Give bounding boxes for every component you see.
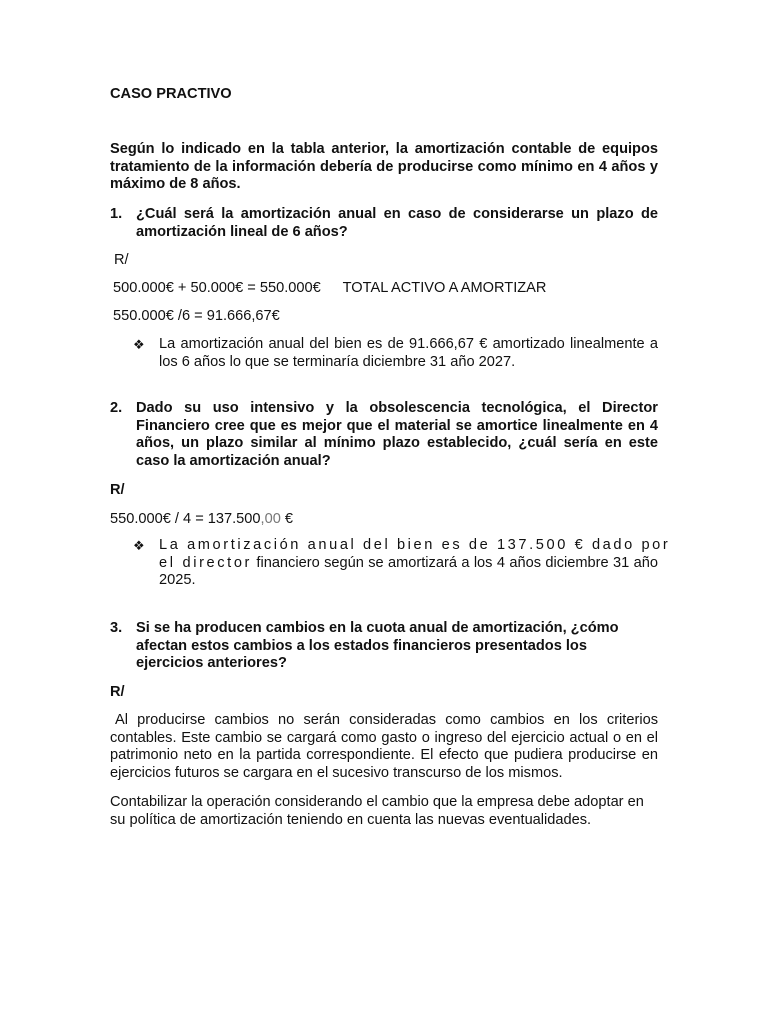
calc-1-note: TOTAL ACTIVO A AMORTIZAR [342,280,547,296]
calc-1-formula: 500.000€ + 50.000€ = 550.000€ [113,280,321,296]
question-1-text: ¿Cuál será la amortización anual en caso de considerarse un plazo de amortización lineal de 6 años? [136,206,658,240]
intro-paragraph: Según lo indicado en la tabla anterior, la amortización contable de equipos tratamiento de la información debería de producirse como mínimo en 4 años y máximo de 8 años. [110,141,658,192]
answer-3-label: R/ [110,684,125,700]
diamond-bullet-icon: ❖ [133,538,145,553]
answer-2-bullet-line-1: La amortización anual del bien es de 137.500 € dado por [159,537,671,553]
page-title: CASO PRACTIVO [110,86,232,102]
answer-2-bullet-line-2: el director [159,554,253,571]
answer-3-paragraph-2: Contabilizar la operación considerando el cambio que la empresa debe adoptar en su política de amortización teniendo en cuenta las nuevas eventualidades. [110,794,644,828]
answer-2-bullet-tail: financiero según se amortizará a los 4 años diciembre 31 año 2025. [159,554,658,588]
question-2-text: Dado su uso intensivo y la obsolescencia tecnológica, el Director Financiero cree que es mejor que el material se amortice linealmente en 4 años, un plazo similar al mínimo plazo establecido, ¿cuál sería en este caso la amortización anual? [136,400,658,469]
answer-1-bullet [133,336,658,371]
answer-3-paragraph-1: Al producirse cambios no serán consideradas como cambios en los criterios contables. Este cambio se cargará como gasto o ingreso del ejercicio actual o en el patrimonio neto en la partida correspondiente. El efecto que pudiera producirse en ejercicios futuros se cargara en el sucesivo transcurso de los mismos. [110,712,658,781]
answer-1-calc-1 [113,280,546,298]
calc-2-formula: 550.000€ / 4 = 137.500 [110,511,261,527]
question-1-number: 1. [110,206,123,222]
question-3-number: 3. [110,620,123,636]
answer-2-label: R/ [110,482,125,498]
answer-2-bullet-rest [159,555,658,590]
question-1 [110,206,658,241]
question-2 [110,400,658,470]
answer-1-label: R/ [114,252,129,268]
question-3 [110,620,658,673]
answer-1-bullet-text: La amortización anual del bien es de 91.666,67 € amortizado linealmente a los 6 años lo que se terminaría diciembre 31 año 2027. [159,336,658,370]
answer-2-bullet [133,537,671,590]
answer-2-calc [110,511,293,529]
calc-2-decimals: ,00 [260,511,281,527]
diamond-bullet-icon: ❖ [133,337,145,352]
answer-1-calc-2: 550.000€ /6 = 91.666,67€ [113,308,280,324]
calc-2-euro: € [284,511,294,527]
question-3-text: Si se ha producen cambios en la cuota anual de amortización, ¿cómo afectan estos cambios a los estados financieros presentados los ejercicios anteriores? [136,620,619,671]
answer-2-bullet-text [159,537,671,590]
question-2-number: 2. [110,400,123,416]
